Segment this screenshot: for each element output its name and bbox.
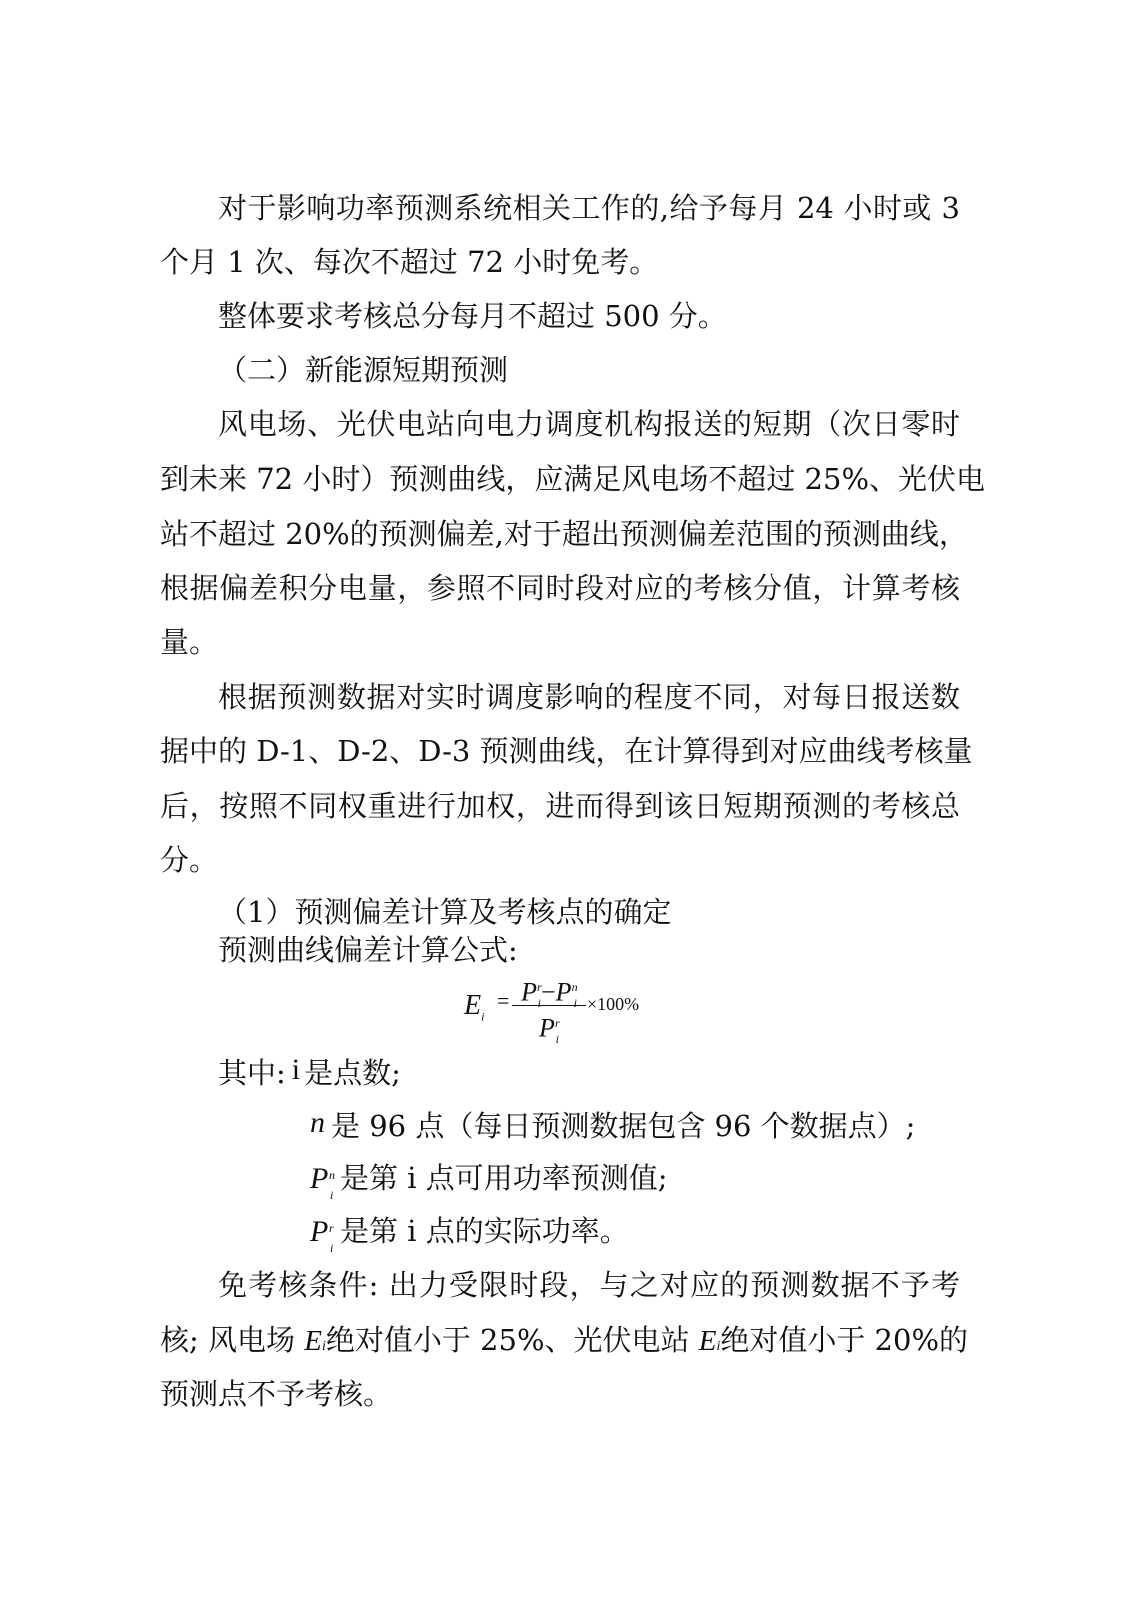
para3-line3: 站不超过 20%的预测偏差,对于超出预测偏差范围的预测曲线， bbox=[160, 517, 968, 551]
symbol-p-forecast-base: P bbox=[310, 1162, 329, 1195]
symbol-p-actual-desc: 是第 i 点的实际功率。 bbox=[340, 1214, 629, 1248]
section-heading-2: （二）新能源短期预测 bbox=[218, 353, 509, 387]
para4-line2: 据中的 D-1、D-2、D-3 预测曲线，在计算得到对应曲线考核量 bbox=[160, 734, 973, 768]
deviation-formula bbox=[464, 972, 664, 1046]
para5-line2-part-a: 核; 风电场 bbox=[160, 1323, 295, 1357]
where-n-line bbox=[310, 1106, 960, 1147]
symbol-p-forecast bbox=[310, 1159, 340, 1202]
symbol-n-desc: 是 96 点（每日预测数据包含 96 个数据点）; bbox=[331, 1109, 916, 1143]
symbol-i-desc: 是点数; bbox=[304, 1056, 401, 1090]
para4-line1: 根据预测数据对实时调度影响的程度不同，对每日报送数 bbox=[218, 680, 960, 714]
section-heading-3: （1）预测偏差计算及考核点的确定 bbox=[218, 895, 672, 929]
para5-line2-part-c: 绝对值小于 20%的 bbox=[720, 1323, 969, 1357]
numerator-minus: − bbox=[541, 977, 556, 1007]
symbol-e-i-1-sub: i bbox=[321, 1339, 326, 1354]
symbol-p-actual-sup: r bbox=[329, 1221, 334, 1235]
numerator-p-actual-sup: r bbox=[536, 980, 542, 994]
para3-line4: 根据偏差积分电量，参照不同时段对应的考核分值，计算考核 bbox=[160, 571, 960, 605]
symbol-e-i-1-base: E bbox=[304, 1325, 322, 1357]
symbol-e-i-2-base: E bbox=[698, 1325, 717, 1357]
formula-intro: 预测曲线偏差计算公式: bbox=[218, 933, 518, 967]
para1-line1: 对于影响功率预测系统相关工作的,给予每月 24 小时或 3 bbox=[218, 191, 960, 225]
symbol-p-forecast-sub: i bbox=[330, 1188, 334, 1202]
para5-line3: 预测点不予考核。 bbox=[160, 1377, 393, 1411]
formula-equals: = bbox=[497, 988, 510, 1013]
para4-line3: 后，按照不同权重进行加权，进而得到该日短期预测的考核总 bbox=[160, 789, 960, 823]
symbol-n: n bbox=[310, 1106, 325, 1139]
formula-fraction bbox=[512, 972, 586, 1046]
formula-lhs-sub: i bbox=[481, 1009, 485, 1024]
where-pn-line bbox=[310, 1158, 960, 1202]
para3-line5: 量。 bbox=[160, 625, 219, 659]
where-i-line bbox=[218, 1053, 1018, 1094]
para2: 整体要求考核总分每月不超过 500 分。 bbox=[218, 299, 727, 333]
formula-lhs bbox=[464, 990, 484, 1025]
symbol-p-actual-base: P bbox=[310, 1215, 329, 1248]
where-prefix: 其中: bbox=[218, 1056, 286, 1090]
symbol-e-i-1 bbox=[304, 1325, 326, 1357]
symbol-p-forecast-desc: 是第 i 点可用功率预测值; bbox=[340, 1161, 668, 1195]
para4-line4: 分。 bbox=[160, 843, 219, 877]
symbol-p-actual-sub: i bbox=[330, 1241, 334, 1255]
numerator-p-forecast: P bbox=[555, 977, 572, 1007]
para3-line2: 到未来 72 小时）预测曲线，应满足风电场不超过 25%、光伏电 bbox=[160, 462, 986, 496]
formula-lhs-symbol: E bbox=[464, 990, 482, 1021]
para5-line2 bbox=[160, 1320, 969, 1367]
symbol-p-forecast-sup: n bbox=[329, 1168, 335, 1182]
numerator-p-actual-sub: i bbox=[537, 995, 541, 1010]
denominator-p-actual-sup: r bbox=[554, 1016, 560, 1030]
symbol-e-i-2-sub: i bbox=[716, 1339, 721, 1354]
numerator-p-actual: P bbox=[521, 977, 537, 1007]
para3-line1: 风电场、光伏电站向电力调度机构报送的短期（次日零时 bbox=[218, 407, 960, 441]
para1-line2: 个月 1 次、每次不超过 72 小时免考。 bbox=[160, 245, 659, 279]
para5-line1: 免考核条件: 出力受限时段，与之对应的预测数据不予考 bbox=[218, 1268, 960, 1302]
denominator-p-actual-sub: i bbox=[555, 1031, 559, 1046]
fraction-bar bbox=[512, 1005, 586, 1006]
where-pr-line bbox=[310, 1211, 960, 1255]
para5-line2-part-b: 绝对值小于 25%、光伏电站 bbox=[325, 1323, 690, 1357]
numerator-p-forecast-sub: i bbox=[573, 995, 577, 1010]
numerator-p-forecast-sup: n bbox=[571, 980, 578, 994]
symbol-e-i-2 bbox=[699, 1325, 721, 1357]
formula-multiplier: ×100% bbox=[587, 994, 640, 1014]
symbol-p-actual bbox=[310, 1212, 340, 1255]
symbol-i: i bbox=[291, 1053, 301, 1086]
denominator-p-actual: P bbox=[539, 1013, 555, 1043]
formula-denominator bbox=[512, 1008, 586, 1054]
